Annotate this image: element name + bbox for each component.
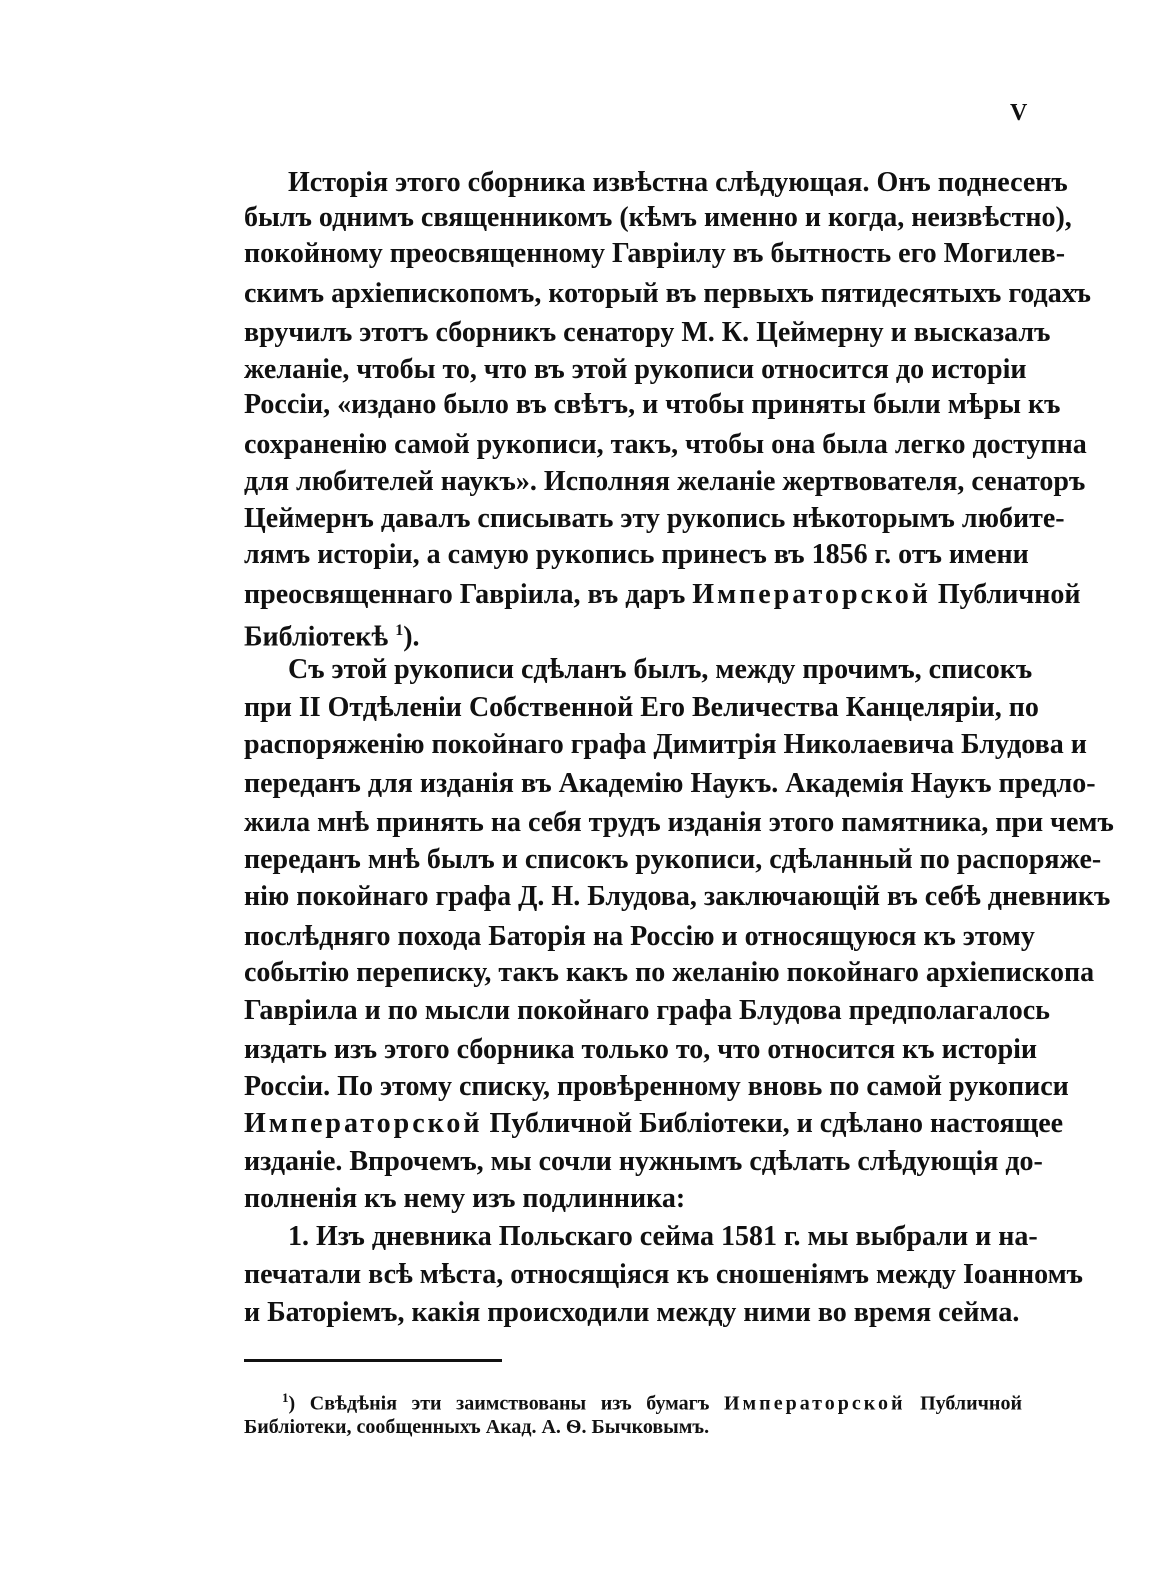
spaced-title: Императорской — [724, 1392, 906, 1415]
text-line: Россіи, «издано было въ свѣтъ, и чтобы приняты были мѣры къ — [244, 389, 1061, 420]
footnote-line: Библіотеки, сообщенныхъ Акад. А. Ѳ. Бычковымъ. — [244, 1416, 710, 1438]
page-number: V — [1010, 100, 1028, 126]
text-line: вручилъ этотъ сборникъ сенатору М. К. Цеймерну и высказалъ — [244, 317, 1051, 348]
spaced-title: Императорской — [244, 1108, 483, 1139]
text-line: переданъ для изданія въ Академію Наукъ. Академія Наукъ предло- — [244, 768, 1096, 799]
text-line — [244, 1107, 1064, 1141]
text-line: событію переписку, такъ какъ по желанію покойнаго архіепископа — [244, 957, 1095, 988]
text-fragment: преосвященнаго Гавріила, въ даръ — [244, 579, 693, 610]
text-line: нію покойнаго графа Д. Н. Блудова, заключающій въ себѣ дневникъ — [244, 881, 1111, 912]
text-line: печатали всѣ мѣста, относящіяся къ сношеніямъ между Іоанномъ — [244, 1259, 1083, 1290]
text-line: послѣдняго похода Баторія на Россію и относящуюся къ этому — [244, 921, 1035, 952]
text-line: скимъ архіепископомъ, который въ первыхъ пятидесятыхъ годахъ — [244, 278, 1091, 309]
text-line: Россіи. По этому списку, провѣренному вновь по самой рукописи — [244, 1071, 1069, 1102]
text-line: переданъ мнѣ былъ и списокъ рукописи, сдѣланный по распоряже- — [244, 844, 1102, 875]
footnote-reference: 1 — [395, 622, 404, 639]
text-line: и Баторіемъ, какія происходили между ними во время сейма. — [244, 1297, 1020, 1328]
text-line: былъ однимъ священникомъ (кѣмъ именно и когда, неизвѣстно), — [244, 202, 1072, 233]
text-line: лямъ исторіи, а самую рукопись принесъ въ 1856 г. отъ имени — [244, 539, 1029, 570]
footnote-divider — [244, 1359, 502, 1362]
text-line: сохраненію самой рукописи, такъ, чтобы она была легко доступна — [244, 429, 1087, 460]
text-fragment: Публичной Библіотеки, и сдѣлано настоящее — [482, 1108, 1064, 1139]
text-fragment: Публичной — [905, 1392, 1022, 1415]
spaced-title: Императорской — [692, 579, 931, 610]
text-line: для любителей наукъ». Исполняя желаніе жертвователя, сенаторъ — [244, 466, 1086, 497]
text-line: изданіе. Впрочемъ, мы сочли нужнымъ сдѣлать слѣдующія до- — [244, 1146, 1043, 1177]
text-line: 1. Изъ дневника Польскаго сейма 1581 г. мы выбрали и на- — [288, 1221, 1038, 1252]
text-fragment: Библіотекѣ — [244, 621, 396, 653]
text-line — [244, 614, 1022, 654]
text-line: желаніе, чтобы то, что въ этой рукописи относится до исторіи — [244, 354, 1027, 385]
text-line: распоряженію покойнаго графа Димитрія Николаевича Блудова и — [244, 729, 1087, 760]
text-fragment: ). — [403, 621, 420, 653]
text-line: покойному преосвященному Гавріилу въ бытность его Могилев- — [244, 238, 1066, 269]
text-line: при II Отдѣленіи Собственной Его Величества Канцеляріи, по — [244, 692, 1039, 723]
text-line: Цеймернъ давалъ списывать эту рукопись нѣкоторымъ любите- — [244, 503, 1065, 534]
text-line: Гавріила и по мысли покойнаго графа Блудова предполагалось — [244, 995, 1050, 1026]
text-line: Исторія этого сборника извѣстна слѣдующая. Онъ поднесенъ — [288, 167, 1068, 198]
text-line: полненія къ нему изъ подлинника: — [244, 1183, 686, 1214]
text-line — [244, 578, 1081, 612]
text-line: Съ этой рукописи сдѣланъ былъ, между прочимъ, списокъ — [288, 654, 1033, 685]
text-line: издать изъ этого сборника только то, что относится къ исторіи — [244, 1034, 1038, 1065]
text-fragment: Публичной — [930, 579, 1081, 610]
text-fragment: ) Свѣдѣнія эти заимствованы изъ бумагъ — [288, 1392, 724, 1415]
footnote-line — [282, 1385, 1022, 1417]
footnote-marker: 1 — [282, 1390, 289, 1405]
text-line: жила мнѣ принять на себя трудъ изданія этого памятника, при чемъ — [244, 807, 1114, 838]
